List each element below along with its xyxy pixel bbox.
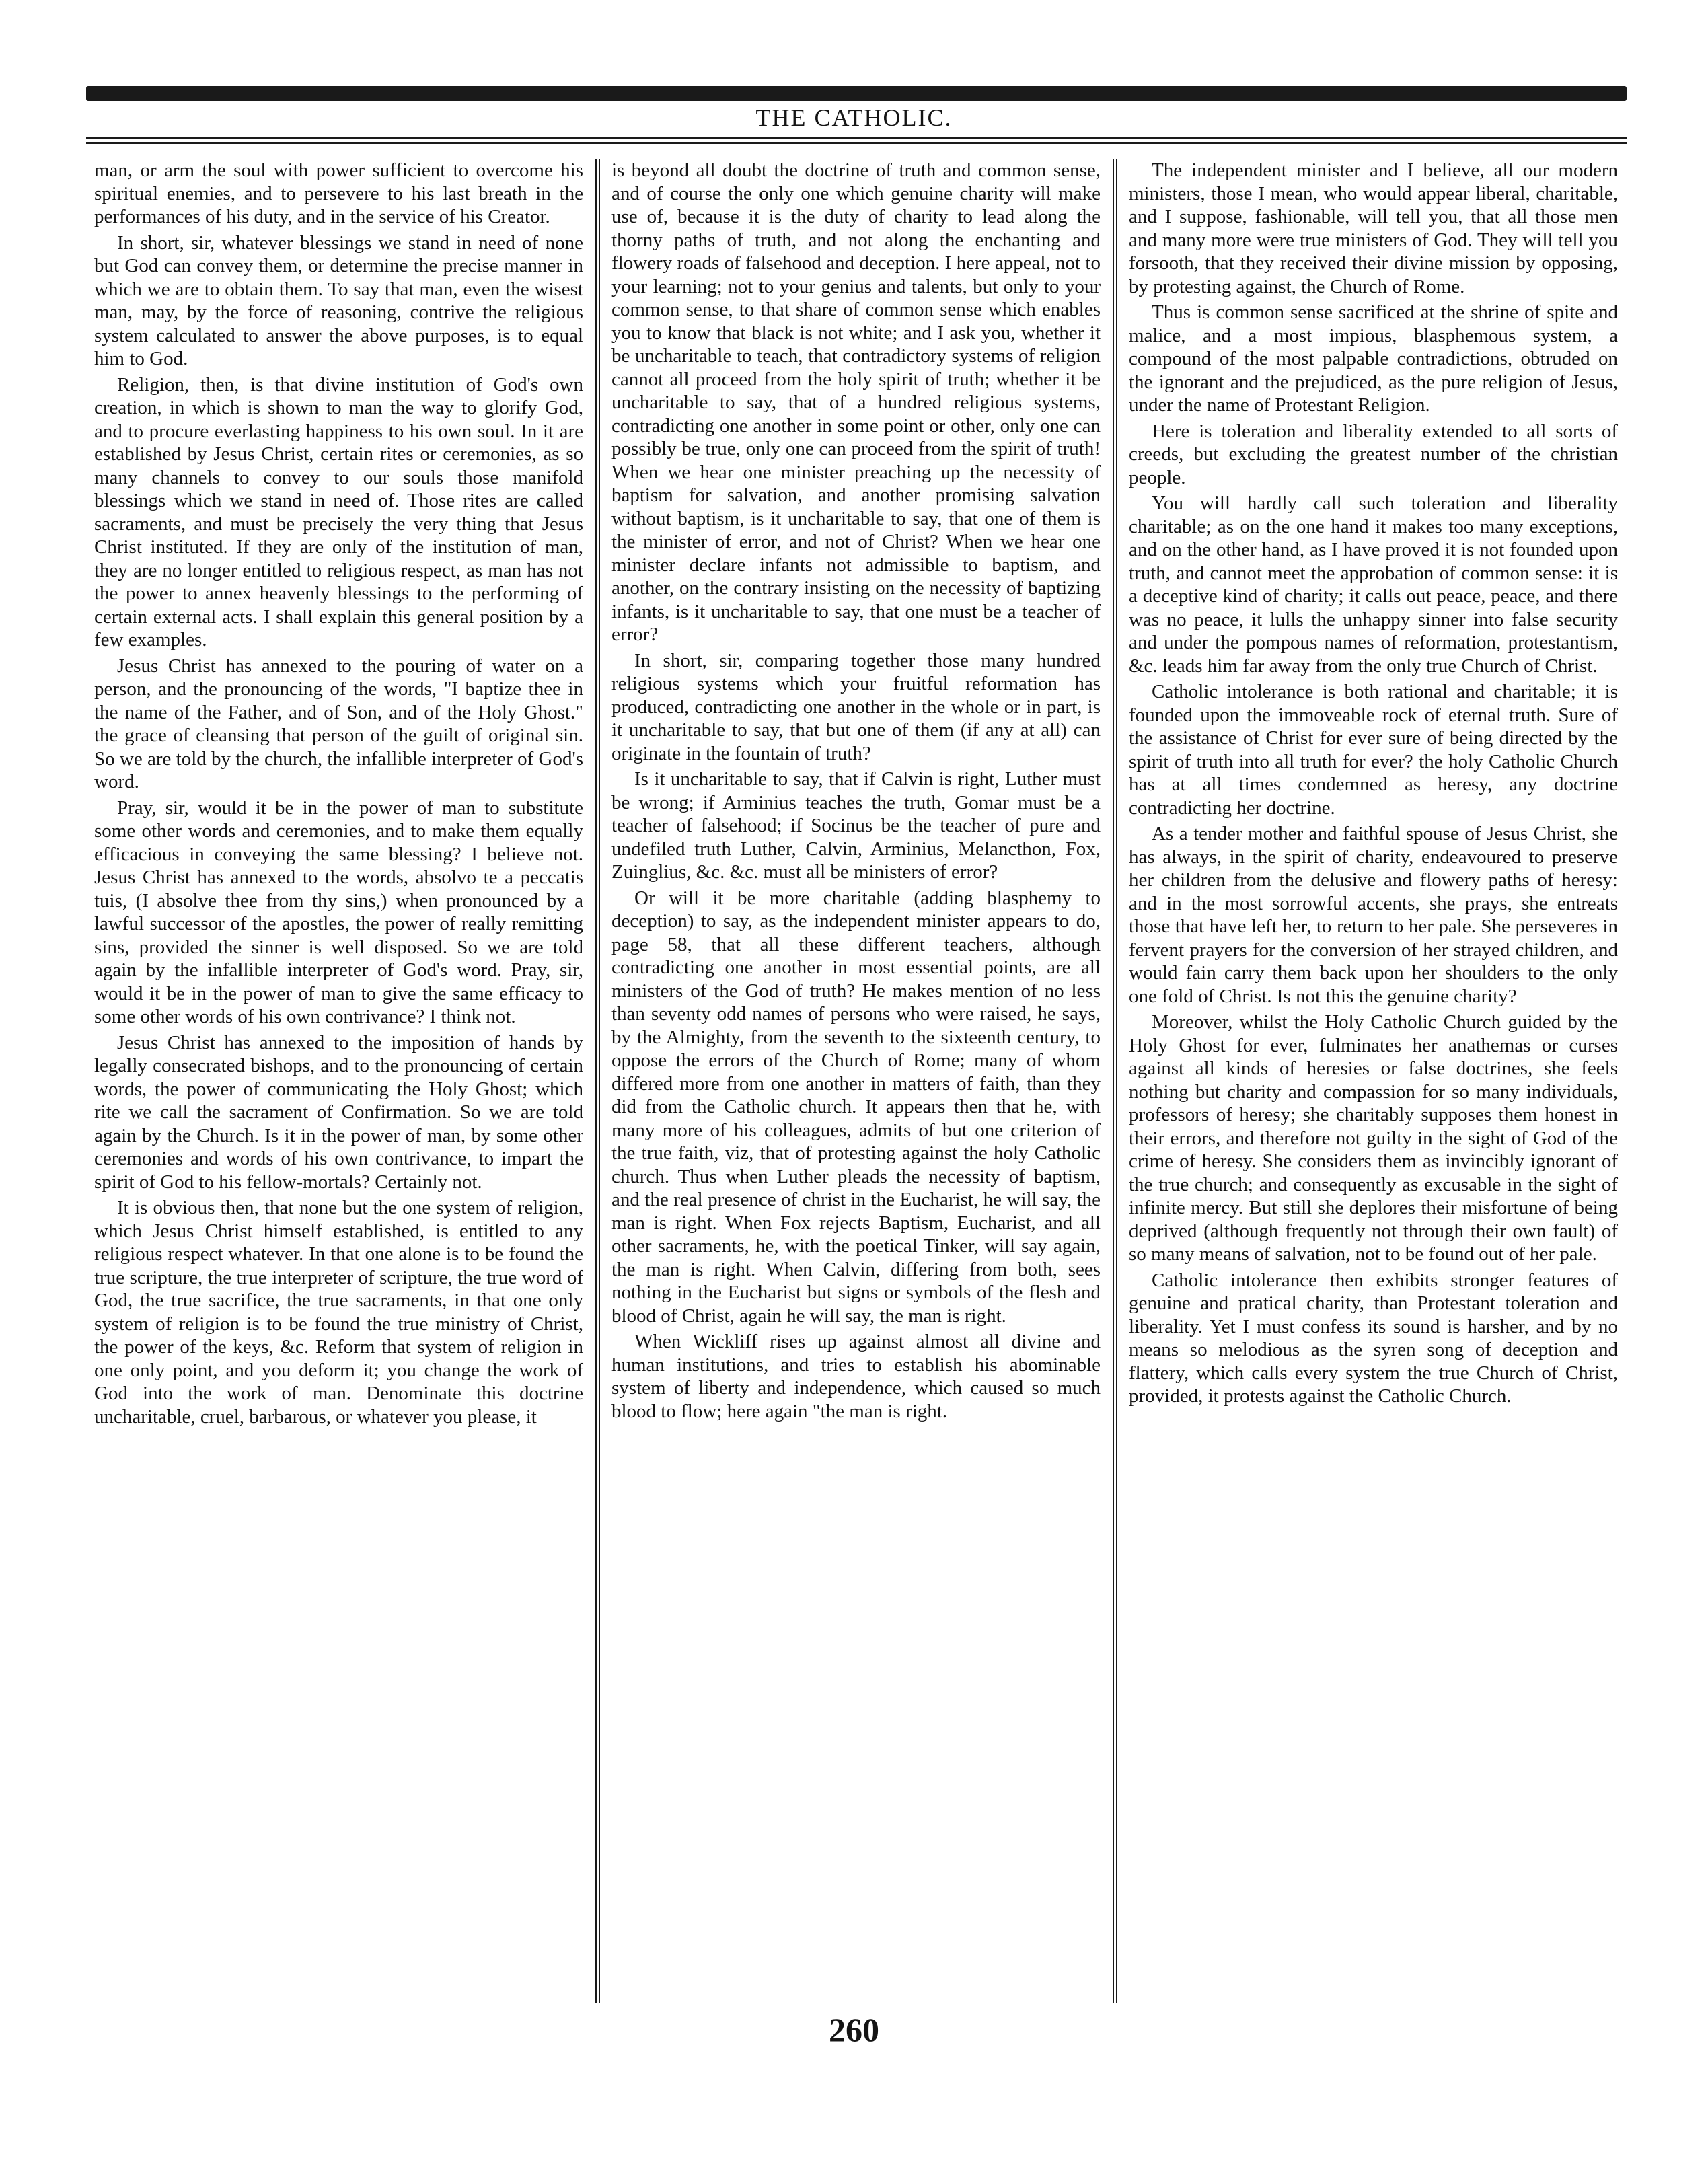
paragraph: Here is toleration and liberality extended to all sorts of creeds, but excluding the greatest number of the christian people. bbox=[1129, 420, 1618, 488]
running-title: THE CATHOLIC. bbox=[755, 104, 953, 131]
paragraph: Pray, sir, would it be in the power of man to substitute some other words and ceremonies, and to make them equally efficacious in conveying the same blessing? I believe not. Jesus Christ has annexed to the words, absolvo te a peccatis tuis, (I absolve thee from thy sins,) when pronounced by a lawful successor of the apostles, the power of really remitting sins, provided the sinner is well disposed. So we are told again by the infallible interpreter of God's word. Pray, sir, would it be in the power of man to give the same efficacy to some other words of his own contrivance? I think not. bbox=[94, 797, 583, 1027]
page-number: 260 bbox=[829, 2011, 879, 2049]
paragraph: In short, sir, whatever blessings we stand in need of none but God can convey them, or determine the precise manner in which we are to obtain them. To say that man, even the wisest man, may, by the force of reasoning, contrive the religious system calculated to answer the above purposes, is to equal him to God. bbox=[94, 231, 583, 369]
paragraph: It is obvious then, that none but the one system of religion, which Jesus Christ himself established, is entitled to any religious respect whatever. In that one alone is to be found the true scripture, the true interpreter of scripture, the true word of God, the true sacrifice, the true sacraments, in that one only system of religion is to be found the true ministry of Christ, the power of the keys, &c. Reform that system of religion in one only point, and you deform it; you change the work of God into the work of man. Denominate this doctrine uncharitable, cruel, barbarous, or whatever you please, it bbox=[94, 1197, 583, 1428]
text-columns bbox=[86, 159, 1627, 2003]
header-double-rule bbox=[86, 137, 1627, 144]
paragraph: As a tender mother and faithful spouse of Jesus Christ, she has always, in the spirit of charity, endeavoured to preserve her children from the delusive and flowery paths of heresy: and in the most sorrowful accents, she prays, she entreats those that have left her, to return to her pale. She perseveres in fervent prayers for the conversion of her strayed children, and would fain carry them back upon her shoulders to the only one fold of Christ. Is not this the genuine charity? bbox=[1129, 823, 1618, 1007]
paragraph: Catholic intolerance then exhibits stronger features of genuine and pratical charity, than Protestant toleration and liberality. Yet I must confess its sound is harsher, and by no means so melodious as the syren song of deception and flattery, which calls every system the true Church of Christ, provided, it protests against the Catholic Church. bbox=[1129, 1269, 1618, 1407]
column-divider bbox=[591, 159, 603, 2003]
column-divider bbox=[1109, 159, 1121, 2003]
paragraph: Catholic intolerance is both rational and charitable; it is founded upon the immoveable rock of eternal truth. Sure of the assistance of Christ for ever sure of being directed by the spirit of truth into all truth for ever? the holy Catholic Church has at all times condemned as heresy, any doctrine contradicting her doctrine. bbox=[1129, 681, 1618, 819]
paragraph: is beyond all doubt the doctrine of truth and common sense, and of course the only one which genuine charity will make use of, because it is the duty of charity to lead along the thorny paths of truth, and not along the enchanting and flowery roads of falsehood and deception. I here appeal, not to your learning; not to your genius and talents, but only to your common sense, to that share of common sense which enables you to know that black is not white; and I ask you, whether it be uncharitable to teach, that contradictory systems of religion cannot all proceed from the holy spirit of truth; whether it be uncharitable to say, that of a hundred religious systems, contradicting one another in some point or other, only one can possibly be true, only one can proceed from the spirit of truth! When we hear one minister preaching up the necessity of baptism for salvation, and another promising salvation without baptism, is it uncharitable to say, that one of them is the minister of error, and not of Christ? When we hear one minister declare infants not admissible to baptism, and another, on the contrary insisting on the necessity of baptizing infants, is it uncharitable to say, that one must be a teacher of error? bbox=[611, 159, 1101, 645]
paragraph: In short, sir, comparing together those many hundred religious systems which your fruitful reformation has produced, contradicting one another in the whole or in part, is it uncharitable to say, that but one of them (if any at all) can originate in the fountain of truth? bbox=[611, 649, 1101, 764]
paragraph: Or will it be more charitable (adding blasphemy to deception) to say, as the independent minister appears to do, page 58, that all these different teachers, although contradicting one another in most essential points, are all ministers of the God of truth? He makes mention of no less than seventy odd names of persons who were raised, he says, by the Almighty, from the seventh to the sixteenth century, to oppose the errors of the Church of Rome; many of whom differed more from one another in matters of faith, than they did from the Catholic church. It appears then that he, with many more of his colleagues, admits of but one criterion of the true faith, viz, that of protesting against the holy Catholic church. Thus when Luther pleads the necessity of baptism, and the real presence of christ in the Eucharist, he will say, the man is right. When Fox rejects Baptism, Eucharist, and all other sacraments, he, with the poetical Tinker, will say again, the man is right. When Calvin, differing from both, sees nothing in the Eucharist but signs or symbols of the flesh and blood of Christ, again he will say, the man is right. bbox=[611, 887, 1101, 1327]
paragraph: Is it uncharitable to say, that if Calvin is right, Luther must be wrong; if Arminius teaches the truth, Gomar must be a teacher of falsehood; if Socinus be the teacher of pure and undefiled truth Luther, Calvin, Arminius, Melancthon, Fox, Zuinglius, &c. &c. must all be ministers of error? bbox=[611, 768, 1101, 883]
paragraph: man, or arm the soul with power sufficient to overcome his spiritual enemies, and to persevere to his last breath in the performances of his duty, and in the service of his Creator. bbox=[94, 159, 583, 227]
column-left bbox=[86, 159, 591, 2003]
column-right bbox=[1121, 159, 1626, 2003]
top-heavy-rule bbox=[86, 86, 1627, 101]
paragraph: Moreover, whilst the Holy Catholic Church guided by the Holy Ghost for ever, fulminates her anathemas or curses against all kinds of heresies or false doctrines, she feels nothing but charity and compassion for so many individuals, professors of heresy; she charitably supposes them honest in their errors, and therefore not guilty in the sight of God of the crime of heresy. She considers them as invincibly ignorant of the true church; and consequently as excusable in the sight of infinite mercy. But still she deplores their misfortune of being deprived (although frequently not through their own fault) of so many means of salvation, not to be found out of her pale. bbox=[1129, 1011, 1618, 1265]
paragraph: The independent minister and I believe, all our modern ministers, those I mean, who would appear liberal, charitable, and I suppose, fashionable, will tell you, that all those men and many more were true ministers of God. They will tell you forsooth, that they received their divine mission by opposing, by protesting against, the Church of Rome. bbox=[1129, 159, 1618, 297]
paragraph: Jesus Christ has annexed to the pouring of water on a person, and the pronouncing of the words, "I baptize thee in the name of the Father, and of Son, and of the Holy Ghost." the grace of cleansing that person of the guilt of original sin. So we are told by the church, the infallible interpreter of God's word. bbox=[94, 655, 583, 793]
paragraph: Jesus Christ has annexed to the imposition of hands by legally consecrated bishops, and to the pronouncing of certain words, the power of communicating the Holy Ghost; which rite we call the sacrament of Confirmation. So we are told again by the Church. Is it in the power of man, by some other ceremonies and words of his own contrivance, to impart the spirit of God to his fellow-mortals? Certainly not. bbox=[94, 1031, 583, 1193]
paragraph: You will hardly call such toleration and liberality charitable; as on the one hand it makes too many exceptions, and on the other hand, as I have proved it is not founded upon truth, and cannot meet the approbation of common sense: it is a deceptive kind of charity; it calls out peace, peace, and there was no peace, it lulls the unhappy sinner into false security and under the pompous names of reformation, protestantism, &c. leads him far away from the only true Church of Christ. bbox=[1129, 492, 1618, 677]
paragraph: Religion, then, is that divine institution of God's own creation, in which is shown to man the way to glorify God, and to procure everlasting happiness to his own soul. In it are established by Jesus Christ, certain rites or ceremonies, as so many channels to convey to our souls those manifold blessings which we stand in need of. Those rites are called sacraments, and must be precisely the very thing that Jesus Christ instituted. If they are only of the institution of man, they are no longer entitled to religious respect, as man has not the power to annex heavenly blessings to the performing of certain external acts. I shall explain this general position by a few examples. bbox=[94, 373, 583, 651]
column-middle bbox=[603, 159, 1109, 2003]
paragraph: When Wickliff rises up against almost all divine and human institutions, and tries to establish his abominable system of liberty and independence, which caused so much blood to flow; here again "the man is right. bbox=[611, 1331, 1101, 1422]
paragraph: Thus is common sense sacrificed at the shrine of spite and malice, and a most impious, blasphemous system, a compound of the most palpable contradictions, obtruded on the ignorant and the prejudiced, as the pure religion of Jesus, under the name of Protestant Religion. bbox=[1129, 301, 1618, 416]
